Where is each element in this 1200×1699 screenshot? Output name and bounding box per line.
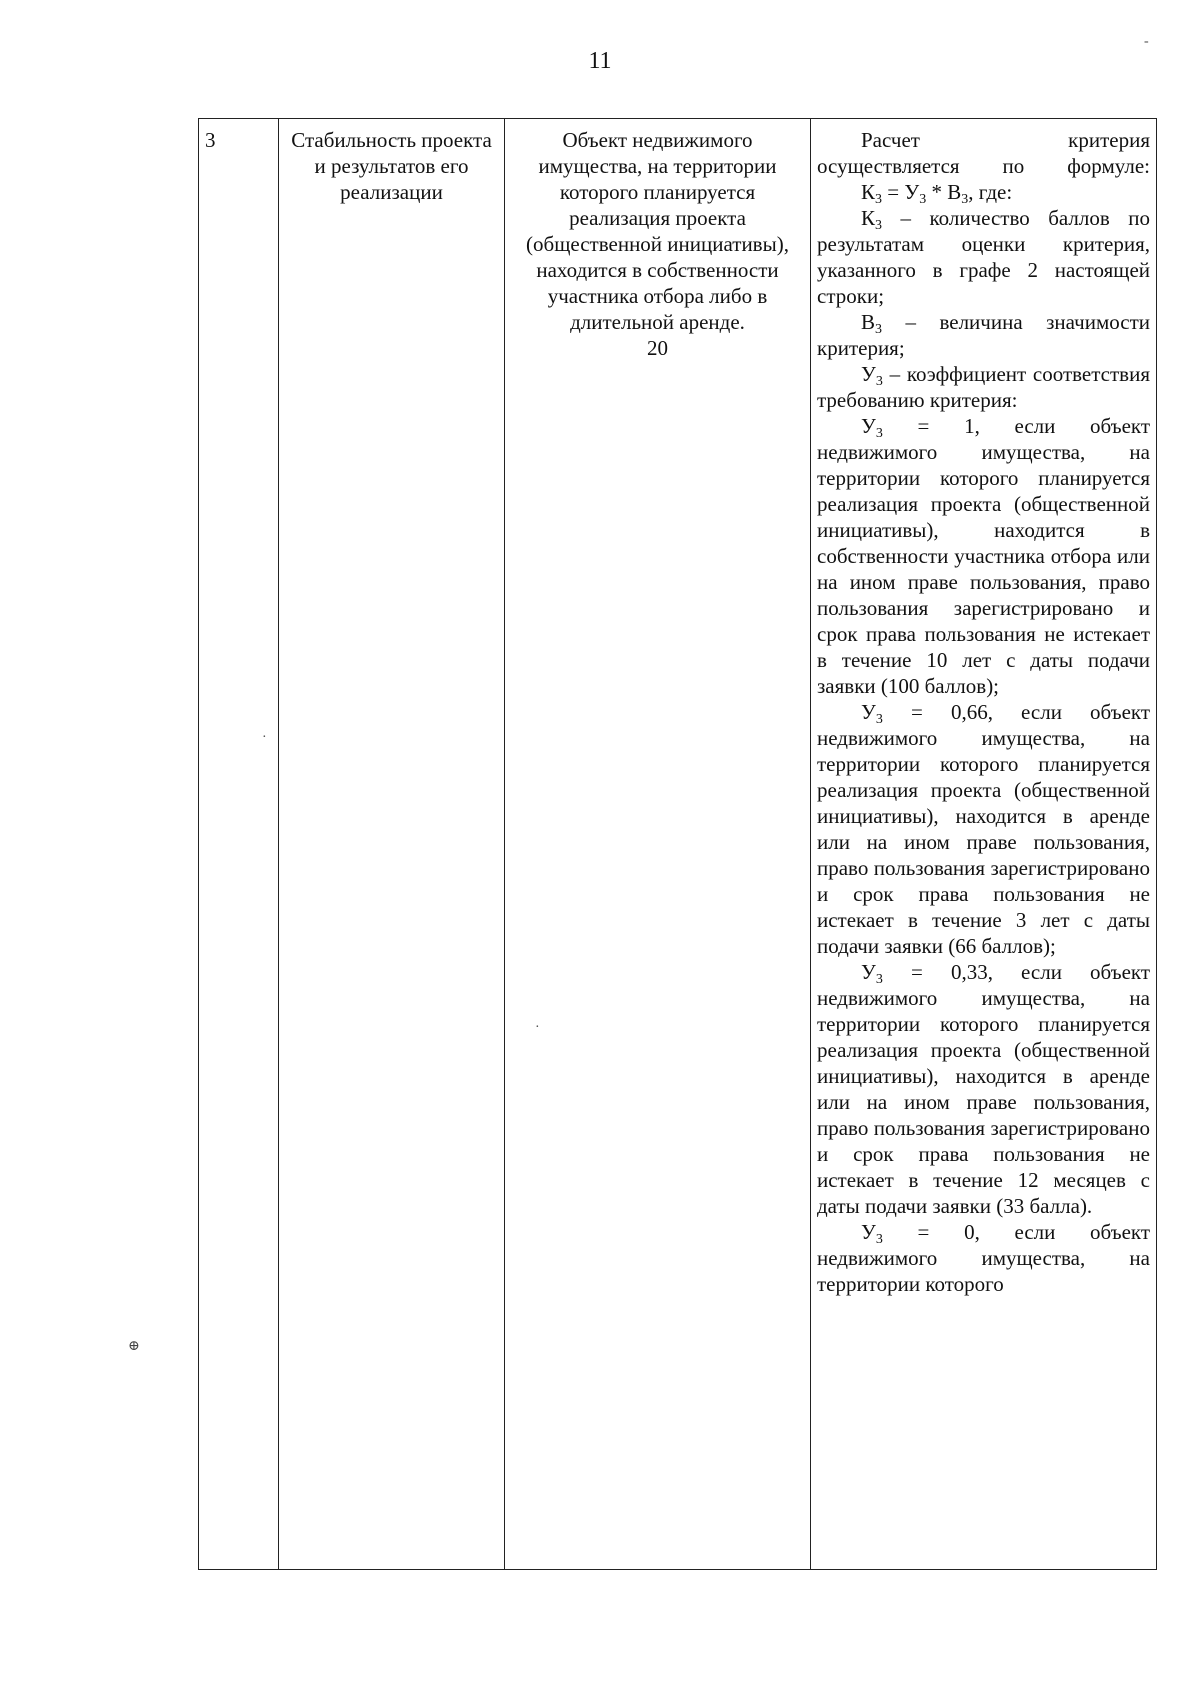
formula-v-definition: $В_3$ – величина значимости критерия; [817, 310, 1150, 360]
row-number-cell [199, 119, 279, 1570]
row-number: 3 [205, 128, 216, 152]
criterion-cell [279, 119, 505, 1570]
criterion-name: Стабильность проекта и результатов его реализации [291, 128, 492, 204]
formula-intro: Расчет критерия осуществляется по формуле: [817, 128, 1150, 178]
formula-case-3: $У_3 = 0,33$, если объект недвижимого имущества, на территории которого планируется реализация проекта (общественной инициативы), находится в аренде или на ином праве пользования, право пользования зарегистрировано и срок права пользования не истекает в течение 12 месяцев с даты подачи заявки (33 балла). [817, 960, 1150, 1218]
formula-case-1: $У_3 = 1$, если объект недвижимого имущества, на территории которого планируется реализация проекта (общественной инициативы), находится в собственности участника отбора или на ином праве пользования, право пользования зарегистрировано и срок права пользования не истекает в течение 10 лет с даты подачи заявки (100 баллов); [817, 414, 1150, 698]
scan-mark: ⊕ [128, 1339, 140, 1354]
description-cell [505, 119, 811, 1570]
formula-case-2: $У_3 = 0,66$, если объект недвижимого имущества, на территории которого планируется реализация проекта (общественной инициативы), находится в аренде или на ином праве пользования, право пользования зарегистрировано и срок права пользования не истекает в течение 3 лет с даты подачи заявки (66 баллов); [817, 700, 1150, 958]
table-row [199, 119, 1157, 1570]
formula-equation: $К_3 = У_3 * В_3$, где: [861, 180, 1013, 207]
page-number: 11 [588, 48, 612, 74]
formula-u-definition: $У_3$ – коэффициент соответствия требованию критерия: [817, 362, 1150, 412]
criterion-description: Объект недвижимого имущества, на территории которого планируется реализация проекта (общественной инициативы), находится в собственности участника отбора либо в длительной аренде. [526, 128, 789, 334]
formula-case-4: $У_3 = 0$, если объект недвижимого имущества, на территории которого [817, 1220, 1150, 1296]
scan-mark: · [535, 1020, 540, 1035]
scan-mark: - [1144, 34, 1149, 49]
formula-k-definition: $К_3$ – количество баллов по результатам оценки критерия, указанного в графе 2 настоящей строки; [817, 206, 1150, 308]
scan-mark: · [262, 730, 267, 745]
formula-cell [811, 119, 1157, 1570]
criterion-weight: 20 [647, 336, 668, 360]
criteria-table [198, 118, 1157, 1570]
